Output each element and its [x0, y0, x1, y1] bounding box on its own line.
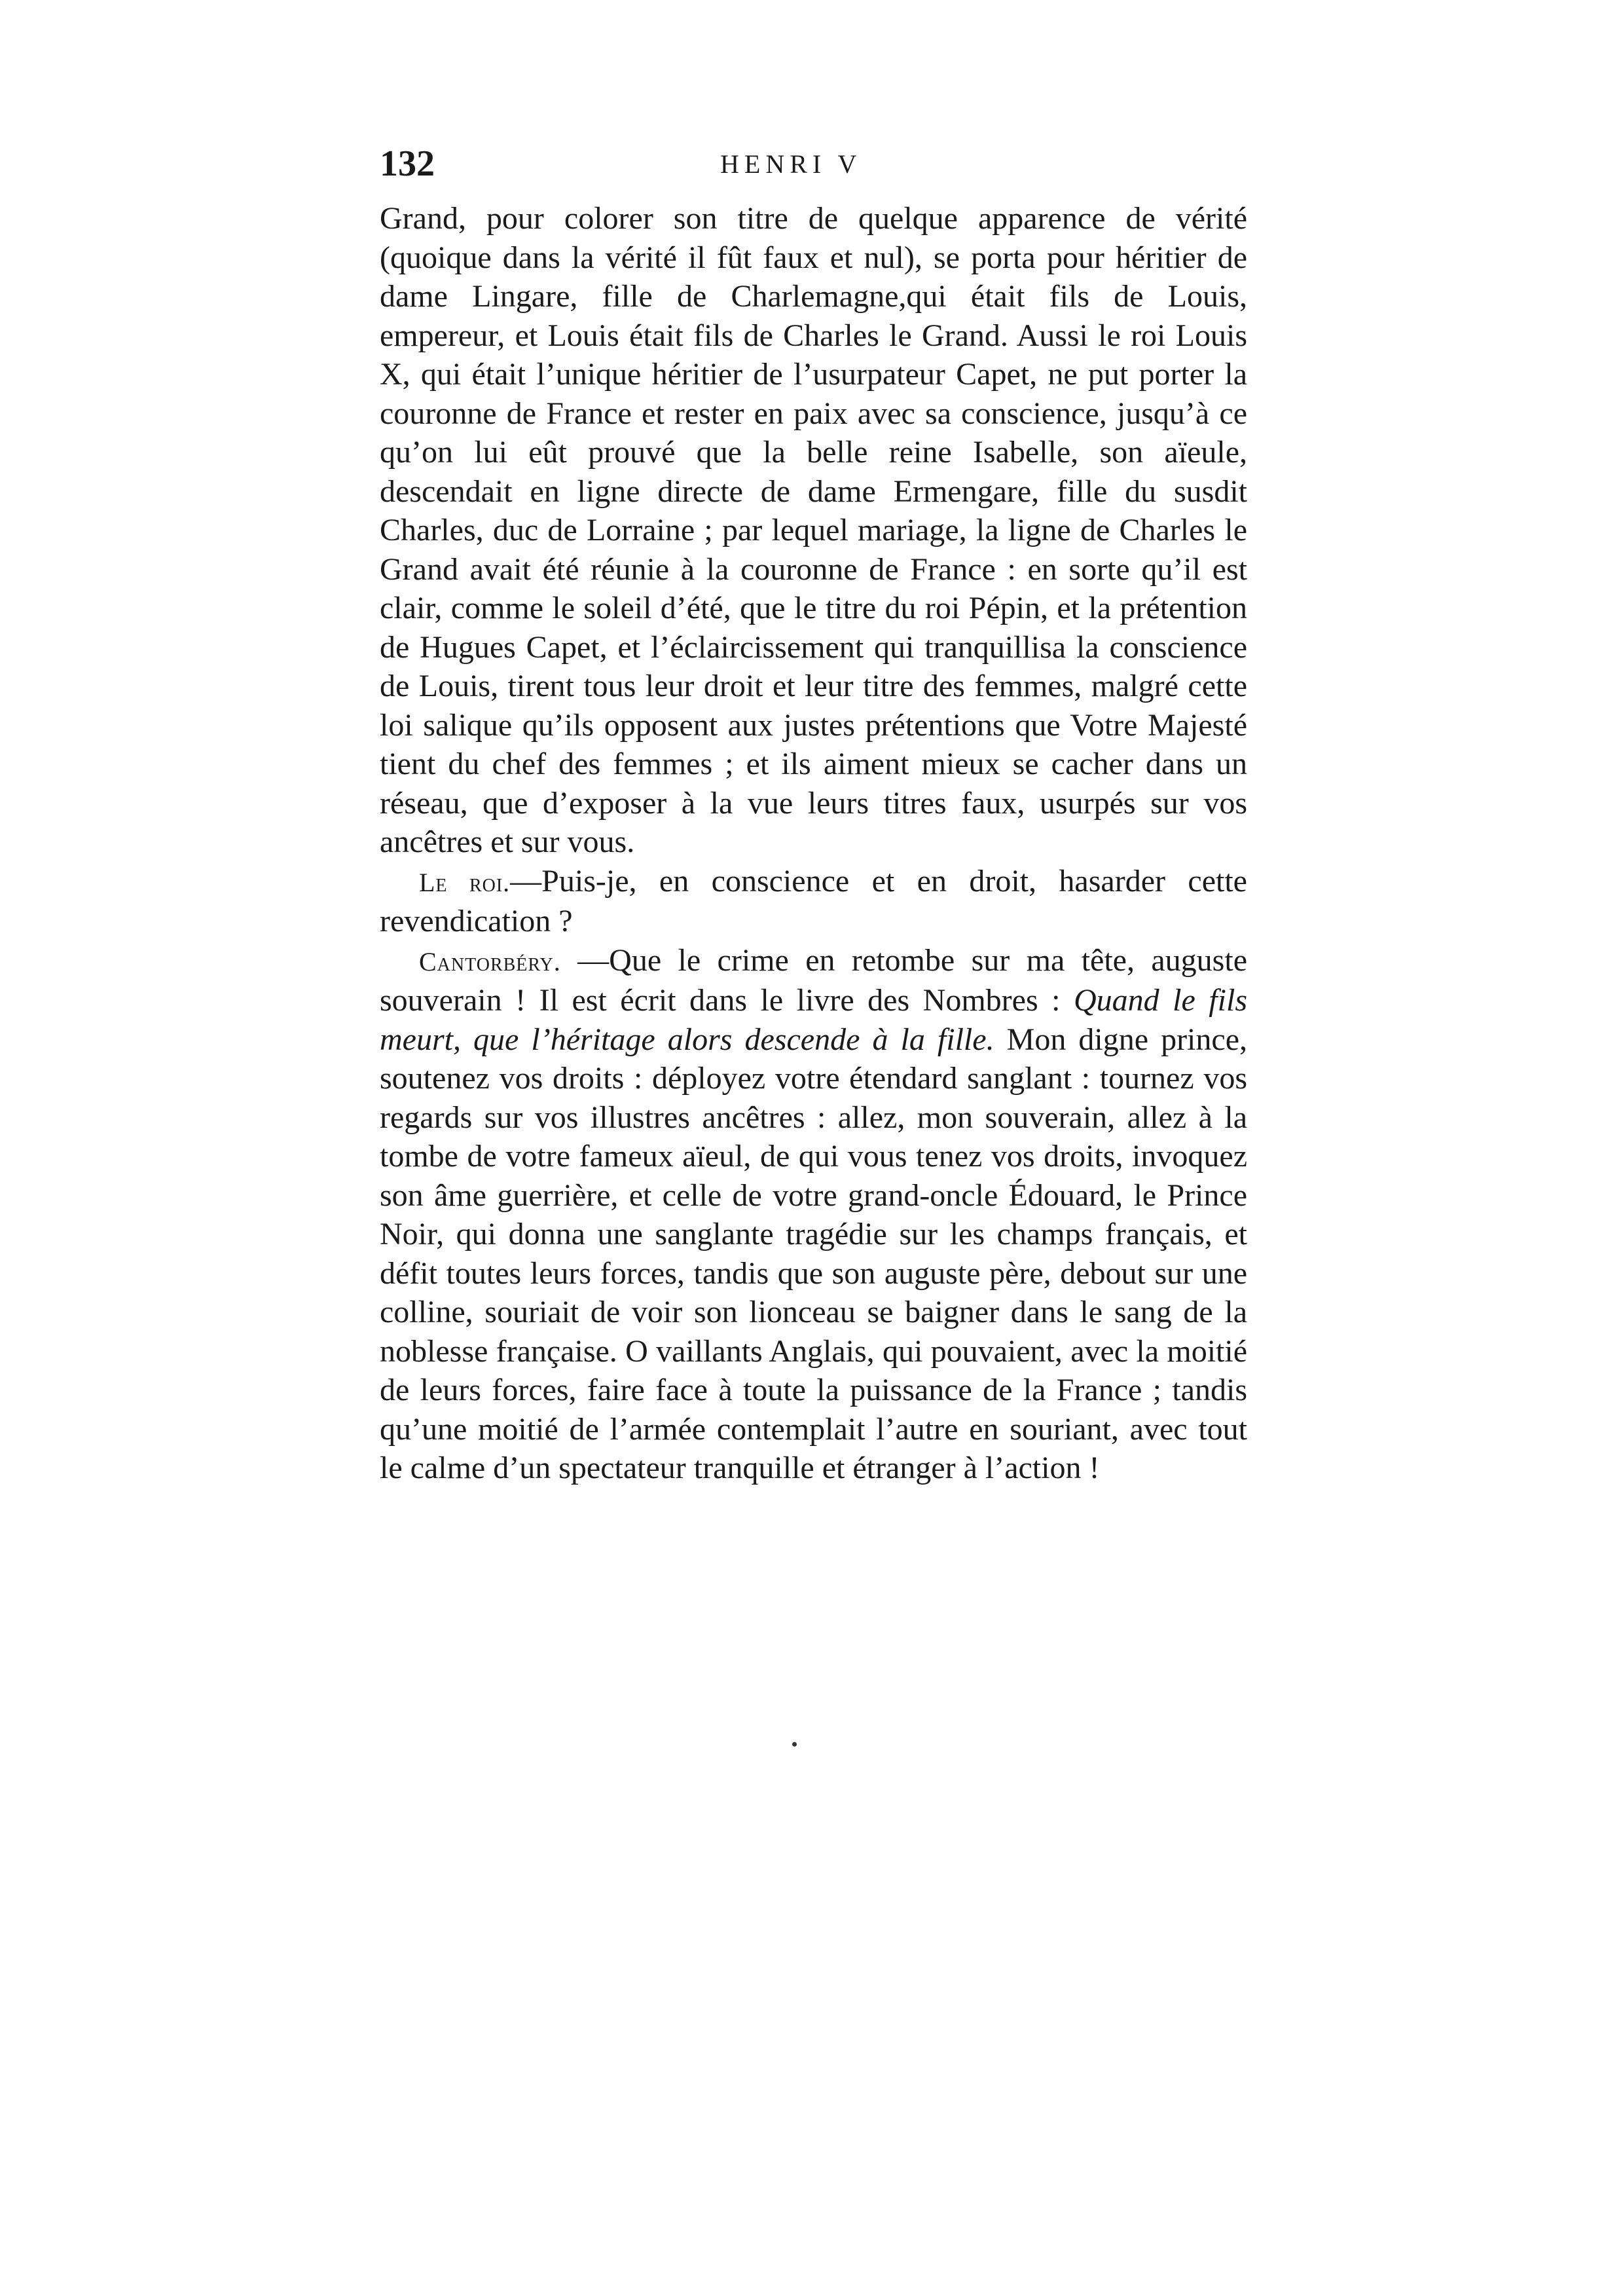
king-line: —Puis-je, en conscience et en droit, hasarder cette revendication ? — [380, 863, 1247, 938]
running-head — [380, 138, 1247, 190]
page-header-title: HENRI V — [720, 149, 862, 179]
body-text — [380, 199, 1247, 1488]
canterbury-line-b: Mon digne prince, soutenez vos droits : déployez votre étendard sanglant : tournez vos regards sur vos illustres ancêtres : allez, mon souverain, allez à la tombe de votre fameux aïeul, de qui vous tenez vos droits, invoquez son âme guerrière, et celle de votre grand-oncle Édouard, le Prince Noir, qui donna une sanglante tragédie sur les champs français, et défit toutes leurs forces, tandis que son auguste père, debout sur une colline, souriait de voir son lionceau se baigner dans le sang de la noblesse française. O vaillants Anglais, qui pouvaient, avec la moitié de leurs forces, faire face à toute la puissance de la France ; tandis qu’une moitié de l’armée contemplait l’autre en souriant, avec tout le calme d’un spectateur tranquille et étranger à l’action ! — [380, 1022, 1248, 1485]
end-mark-dot — [792, 1742, 797, 1747]
paragraph-continuation: Grand, pour colorer son titre de quelque apparence de vérité (quoique dans la vérité il fût faux et nul), se porta pour héritier de dame Lingare, fille de Charlemagne,qui était fils de Louis, empereur, et Louis était fils de Charles le Grand. Aussi le roi Louis X, qui était l’unique héritier de l’usurpateur Capet, ne put porter la couronne de France et rester en paix avec sa conscience, jusqu’à ce qu’on lui eût prouvé que la belle reine Isabelle, son aïeule, descendait en ligne directe de dame Ermengare, fille du susdit Charles, duc de Lorraine ; par lequel mariage, la ligne de Charles le Grand avait été réunie à la couronne de France : en sorte qu’il est clair, comme le soleil d’été, que le titre du roi Pépin, et la prétention de Hugues Capet, et l’éclaircissement qui tranquillisa la conscience de Louis, tirent tous leur droit et leur titre des femmes, malgré cette loi salique qu’ils opposent aux justes prétentions que Votre Majesté tient du chef des femmes ; et ils aiment mieux se cacher dans un réseau, que d’exposer à la vue leurs titres faux, usurpés sur vos ancêtres et sur vous. — [380, 201, 1247, 859]
paragraph-canterbury — [380, 941, 1247, 1488]
biblical-quote: Quand le fils meurt, que l’héritage alors descende à la fille. — [380, 983, 1247, 1057]
book-page — [380, 138, 1247, 1488]
speaker-canterbury: Cantorbéry. — [419, 946, 561, 976]
speaker-king: Le roi. — [419, 867, 511, 897]
page-number: 132 — [380, 143, 435, 184]
paragraph-king — [380, 862, 1247, 941]
canterbury-line-a: —Que le crime en retombe sur ma tête, auguste souverain ! Il est écrit dans le livre des Nombres : — [380, 942, 1247, 1018]
